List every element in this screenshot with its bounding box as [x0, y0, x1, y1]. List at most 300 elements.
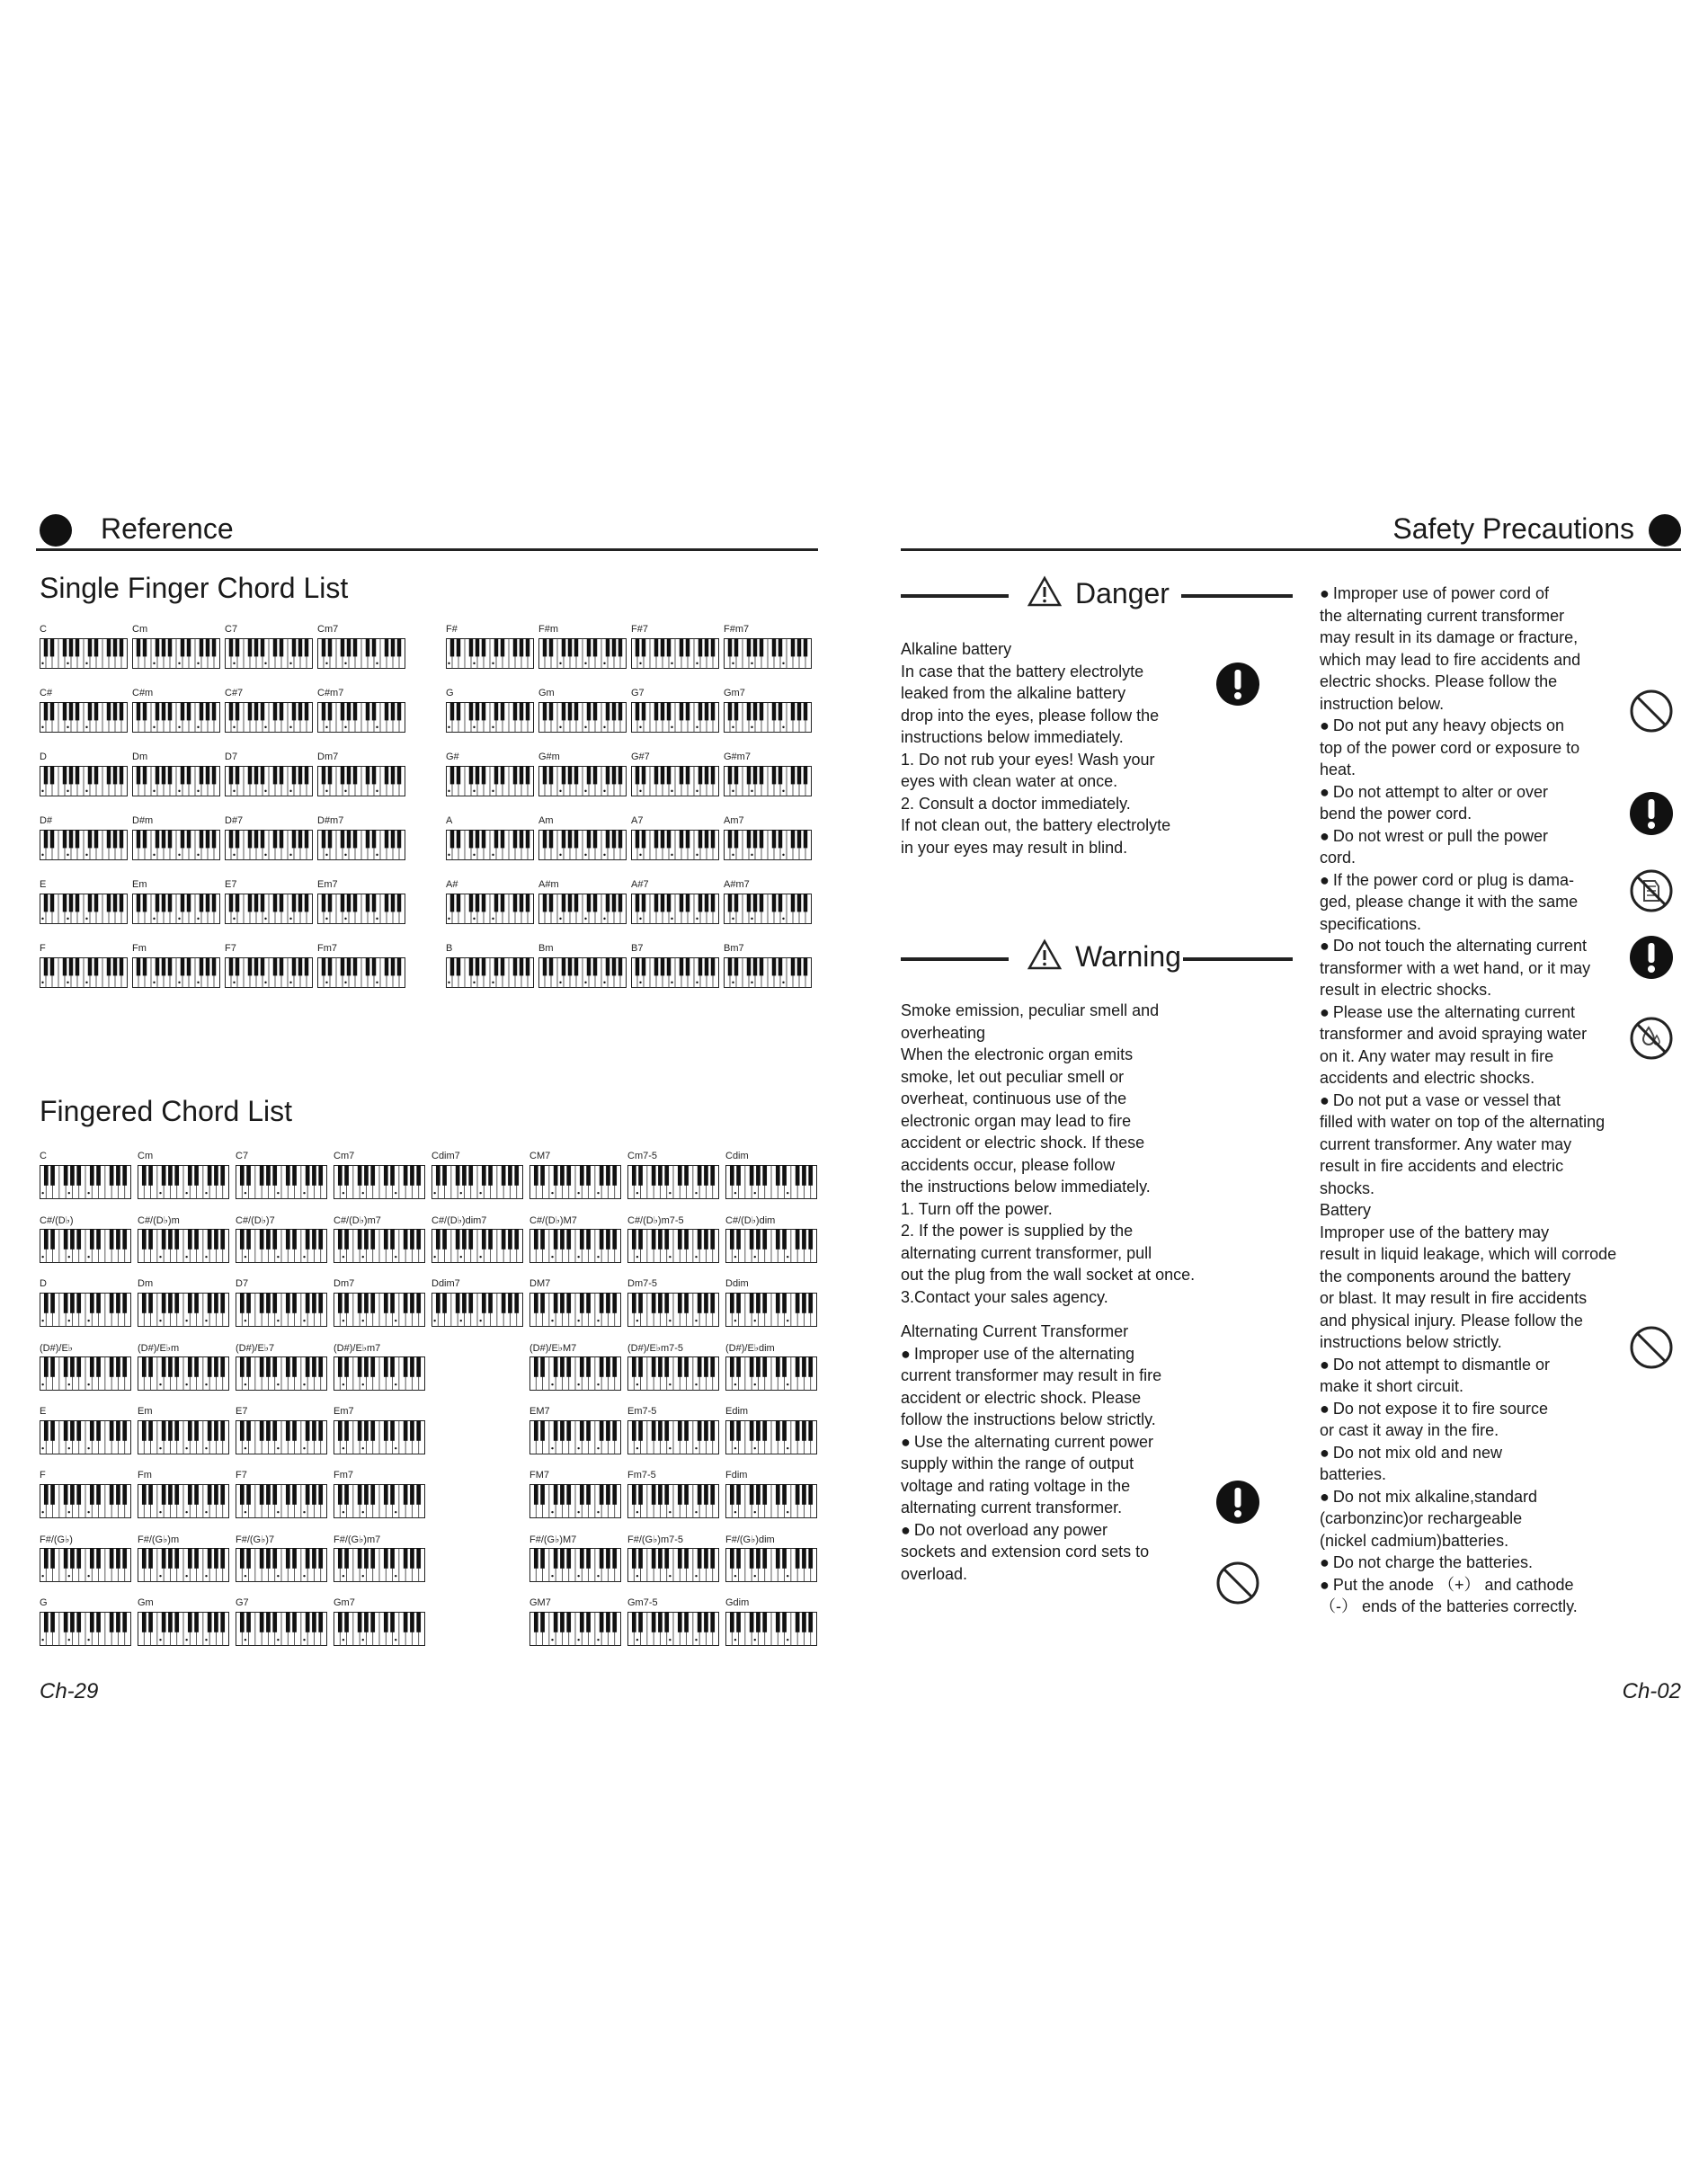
chord-diagram: [334, 1470, 425, 1518]
chord-diagram: [236, 1534, 327, 1582]
header-bullet-icon: [1649, 514, 1681, 547]
keyboard-diagram: [225, 957, 313, 988]
keyboard-diagram: [40, 1612, 131, 1646]
keyboard-diagram: [40, 830, 128, 860]
keyboard-diagram: [40, 1293, 131, 1327]
chord-label: GM7: [529, 1597, 551, 1608]
keyboard-diagram: [132, 957, 220, 988]
text-line: ● Put the anode （+） and cathode: [1320, 1574, 1643, 1596]
text-line: (nickel cadmium)batteries.: [1320, 1531, 1509, 1550]
chord-diagram: [446, 624, 534, 669]
keyboard-diagram: [132, 766, 220, 796]
chord-label: C#/(D♭)dim7: [431, 1215, 487, 1226]
chord-diagram: [236, 1406, 327, 1454]
text-line: drop into the eyes, please follow the: [901, 706, 1160, 725]
chord-label: G#m7: [724, 752, 751, 762]
keyboard-diagram: [725, 1612, 817, 1646]
chord-diagram: [725, 1534, 817, 1582]
chord-label: C#m7: [317, 688, 344, 698]
fingered-chord-grid: [40, 1151, 822, 1654]
keyboard-diagram: [725, 1420, 817, 1454]
no-disassembly-icon: [1629, 868, 1674, 913]
chord-label: FM7: [529, 1470, 549, 1481]
chord-label: (D#)/E♭M7: [529, 1343, 577, 1354]
keyboard-diagram: [334, 1356, 425, 1391]
chord-diagram: [40, 1597, 131, 1646]
warning-triangle-icon: [1027, 938, 1063, 971]
text-line: ● Do not attempt to dismantle or: [1320, 1354, 1643, 1376]
chord-diagram: [40, 624, 128, 669]
chord-diagram: [529, 1534, 621, 1582]
chord-diagram: [236, 1278, 327, 1327]
text-line: ● Do not overload any power: [901, 1519, 1224, 1542]
text-line: instructions below immediately.: [901, 728, 1124, 746]
chord-diagram: [132, 879, 220, 924]
right-page-number: Ch-02: [1622, 1679, 1681, 1703]
chord-label: Em: [132, 879, 147, 890]
keyboard-diagram: [138, 1165, 229, 1199]
keyboard-diagram: [334, 1548, 425, 1582]
chord-label: C#/(D♭)dim: [725, 1215, 776, 1226]
prohibition-icon: [1215, 1561, 1260, 1605]
chord-diagram: [529, 1214, 621, 1263]
text-line: electronic organ may lead to fire: [901, 1111, 1132, 1130]
keyboard-diagram: [236, 1165, 327, 1199]
text-line: alternating current transformer, pull: [901, 1243, 1152, 1262]
chord-label: D#7: [225, 815, 244, 826]
warning-label: Warning: [1075, 940, 1181, 973]
chord-label: Ddim: [725, 1278, 749, 1289]
chord-diagram: [317, 879, 405, 924]
text-line: current transformer may result in fire: [901, 1366, 1162, 1384]
chord-label: Fdim: [725, 1470, 748, 1481]
chord-diagram: [538, 752, 627, 796]
exclamation-icon: [1629, 791, 1674, 836]
chord-label: F: [40, 943, 46, 954]
text-line: Smoke emission, peculiar smell and: [901, 1001, 1160, 1019]
keyboard-diagram: [627, 1165, 719, 1199]
chord-diagram: [529, 1151, 621, 1199]
keyboard-diagram: [529, 1420, 621, 1454]
keyboard-diagram: [132, 894, 220, 924]
keyboard-diagram: [725, 1484, 817, 1518]
chord-diagram: [138, 1470, 229, 1518]
chord-label: Dm7-5: [627, 1278, 658, 1289]
keyboard-diagram: [138, 1612, 229, 1646]
chord-diagram: [627, 1534, 719, 1582]
chord-label: Cm7-5: [627, 1151, 658, 1161]
chord-diagram: [317, 943, 405, 988]
chord-diagram: [225, 688, 313, 733]
text-line: ● Do not charge the batteries.: [1320, 1552, 1643, 1574]
chord-diagram: [529, 1278, 621, 1327]
chord-label: D#m: [132, 815, 154, 826]
chord-diagram: [446, 943, 534, 988]
text-line: result in electric shocks.: [1320, 981, 1492, 999]
chord-label: CM7: [529, 1151, 551, 1161]
keyboard-diagram: [225, 766, 313, 796]
keyboard-diagram: [317, 894, 405, 924]
chord-diagram: [317, 815, 405, 860]
chord-diagram: [40, 943, 128, 988]
chord-label: C#/(D♭)7: [236, 1215, 275, 1226]
danger-heading: [901, 575, 1293, 615]
keyboard-diagram: [40, 702, 128, 733]
text-line: cord.: [1320, 849, 1357, 867]
chord-label: Am: [538, 815, 554, 826]
no-water-icon: [1629, 1016, 1674, 1061]
keyboard-diagram: [334, 1612, 425, 1646]
keyboard-diagram: [631, 702, 719, 733]
text-line: ● Do not put any heavy objects on: [1320, 715, 1643, 737]
chord-diagram: [724, 815, 812, 860]
text-line: overheating: [901, 1023, 986, 1042]
keyboard-diagram: [236, 1293, 327, 1327]
keyboard-diagram: [138, 1293, 229, 1327]
chord-diagram: [627, 1406, 719, 1454]
chord-label: Gm7-5: [627, 1597, 658, 1608]
chord-diagram: [236, 1342, 327, 1391]
keyboard-diagram: [627, 1548, 719, 1582]
chord-diagram: [725, 1151, 817, 1199]
keyboard-diagram: [627, 1612, 719, 1646]
chord-label: D#m7: [317, 815, 344, 826]
chord-diagram: [627, 1214, 719, 1263]
chord-diagram: [334, 1597, 425, 1646]
chord-diagram: [40, 752, 128, 796]
text-line: ● Please use the alternating current: [1320, 1001, 1643, 1024]
chord-label: F#/(G♭)M7: [529, 1534, 577, 1545]
text-line: the instructions below immediately.: [901, 1178, 1151, 1196]
chord-label: C#m: [132, 688, 154, 698]
chord-label: A#7: [631, 879, 649, 890]
chord-label: E7: [225, 879, 237, 890]
chord-diagram: [138, 1278, 229, 1327]
chord-label: C#7: [225, 688, 244, 698]
keyboard-diagram: [40, 1165, 131, 1199]
keyboard-diagram: [725, 1548, 817, 1582]
header-rule: [36, 548, 818, 551]
chord-label: F#m: [538, 624, 558, 635]
chord-diagram: [40, 1278, 131, 1327]
chord-label: Dm7: [317, 752, 339, 762]
keyboard-diagram: [529, 1293, 621, 1327]
chord-label: C7: [225, 624, 238, 635]
keyboard-diagram: [40, 1420, 131, 1454]
chord-diagram: [529, 1470, 621, 1518]
keyboard-diagram: [627, 1293, 719, 1327]
keyboard-diagram: [627, 1229, 719, 1263]
keyboard-diagram: [225, 638, 313, 669]
chord-label: G#7: [631, 752, 650, 762]
text-line: ● Do not mix old and new: [1320, 1442, 1643, 1464]
chord-diagram: [40, 1534, 131, 1582]
chord-diagram: [631, 688, 719, 733]
exclamation-icon: [1215, 662, 1260, 707]
chord-diagram: [138, 1342, 229, 1391]
keyboard-diagram: [334, 1484, 425, 1518]
text-line: supply within the range of output: [901, 1454, 1134, 1472]
chord-label: F#/(G♭)m7: [334, 1534, 381, 1545]
chord-diagram: [724, 943, 812, 988]
keyboard-diagram: [132, 702, 220, 733]
heading-rule: [1181, 594, 1293, 598]
text-line: [901, 1308, 1224, 1321]
chord-label: Fm7-5: [627, 1470, 656, 1481]
chord-label: C: [40, 624, 47, 635]
keyboard-diagram: [446, 638, 534, 669]
single-finger-title: Single Finger Chord List: [40, 572, 349, 604]
keyboard-diagram: [317, 702, 405, 733]
keyboard-diagram: [317, 766, 405, 796]
chord-diagram: [40, 1342, 131, 1391]
chord-diagram: [725, 1214, 817, 1263]
keyboard-diagram: [631, 766, 719, 796]
keyboard-diagram: [724, 702, 812, 733]
chord-diagram: [725, 1406, 817, 1454]
text-line: When the electronic organ emits: [901, 1045, 1134, 1063]
text-line: batteries.: [1320, 1465, 1387, 1483]
chord-label: C#/(D♭): [40, 1215, 74, 1226]
chord-label: F7: [236, 1470, 247, 1481]
text-line: or blast. It may result in fire accidents: [1320, 1289, 1588, 1307]
keyboard-diagram: [236, 1356, 327, 1391]
left-page-number: Ch-29: [40, 1679, 99, 1703]
keyboard-diagram: [724, 766, 812, 796]
keyboard-diagram: [40, 1229, 131, 1263]
keyboard-diagram: [538, 894, 627, 924]
danger-label: Danger: [1075, 577, 1170, 609]
text-line: shocks.: [1320, 1178, 1375, 1197]
chord-label: G7: [236, 1597, 249, 1608]
chord-diagram: [724, 879, 812, 924]
chord-diagram: [138, 1406, 229, 1454]
keyboard-diagram: [236, 1229, 327, 1263]
chord-diagram: [431, 1278, 523, 1327]
text-line: （-） ends of the batteries correctly.: [1320, 1597, 1578, 1615]
chord-diagram: [40, 879, 128, 924]
text-line: Alkaline battery: [901, 640, 1012, 658]
chord-label: Dm: [138, 1278, 154, 1289]
chord-diagram: [236, 1151, 327, 1199]
text-line: instruction below.: [1320, 694, 1445, 713]
chord-diagram: [446, 688, 534, 733]
chord-label: (D#)/E♭m: [138, 1343, 180, 1354]
keyboard-diagram: [317, 638, 405, 669]
text-line: accident or electric shock. Please: [901, 1388, 1142, 1407]
chord-label: D7: [225, 752, 238, 762]
chord-diagram: [40, 1470, 131, 1518]
keyboard-diagram: [529, 1548, 621, 1582]
keyboard-diagram: [225, 702, 313, 733]
warning-triangle-icon: [1027, 575, 1063, 608]
chord-diagram: [538, 879, 627, 924]
text-line: ged, please change it with the same: [1320, 893, 1579, 911]
text-line: accidents occur, please follow: [901, 1155, 1116, 1174]
chord-label: G7: [631, 688, 645, 698]
chord-label: A7: [631, 815, 644, 826]
text-line: Alternating Current Transformer: [901, 1322, 1129, 1340]
chord-label: Cm: [132, 624, 148, 635]
keyboard-diagram: [538, 830, 627, 860]
chord-diagram: [225, 815, 313, 860]
warning-heading: [901, 938, 1293, 978]
chord-diagram: [138, 1214, 229, 1263]
chord-label: G#m: [538, 752, 560, 762]
chord-diagram: [724, 752, 812, 796]
chord-label: Bm7: [724, 943, 744, 954]
chord-diagram: [627, 1342, 719, 1391]
chord-label: C: [40, 1151, 47, 1161]
chord-label: G: [40, 1597, 48, 1608]
chord-diagram: [725, 1342, 817, 1391]
chord-label: A: [446, 815, 453, 826]
text-line: make it short circuit.: [1320, 1377, 1464, 1395]
chord-label: EM7: [529, 1406, 550, 1417]
text-line: ● Do not attempt to alter or over: [1320, 781, 1643, 804]
keyboard-diagram: [724, 894, 812, 924]
keyboard-diagram: [627, 1420, 719, 1454]
text-line: ● Do not expose it to fire source: [1320, 1398, 1643, 1420]
text-line: electric shocks. Please follow the: [1320, 672, 1558, 690]
chord-label: Cm7: [317, 624, 339, 635]
chord-label: Gm: [138, 1597, 154, 1608]
text-line: and physical injury. Please follow the: [1320, 1311, 1583, 1330]
prohibition-icon: [1629, 689, 1674, 734]
left-page-header: [36, 511, 818, 550]
chord-label: E: [40, 1406, 47, 1417]
heading-rule: [901, 957, 1009, 961]
keyboard-diagram: [538, 766, 627, 796]
keyboard-diagram: [236, 1612, 327, 1646]
keyboard-diagram: [529, 1229, 621, 1263]
chord-label: F#/(G♭)7: [236, 1534, 275, 1545]
text-line: on it. Any water may result in fire: [1320, 1046, 1554, 1065]
chord-label: C#/(D♭)m7-5: [627, 1215, 684, 1226]
chord-diagram: [627, 1470, 719, 1518]
text-line: filled with water on top of the alternating: [1320, 1113, 1606, 1131]
keyboard-diagram: [538, 638, 627, 669]
chord-diagram: [334, 1214, 425, 1263]
chord-label: Edim: [725, 1406, 749, 1417]
chord-label: Am7: [724, 815, 744, 826]
chord-diagram: [40, 815, 128, 860]
text-line: alternating current transformer.: [901, 1499, 1123, 1516]
keyboard-diagram: [40, 1548, 131, 1582]
keyboard-diagram: [40, 766, 128, 796]
chord-diagram: [40, 688, 128, 733]
header-rule: [901, 548, 1681, 551]
chord-label: Gm7: [724, 688, 745, 698]
chord-label: F#/(G♭)m: [138, 1534, 180, 1545]
text-line: heat.: [1320, 760, 1357, 778]
keyboard-diagram: [446, 766, 534, 796]
chord-diagram: [725, 1597, 817, 1646]
exclamation-icon: [1629, 935, 1674, 980]
chord-label: E7: [236, 1406, 248, 1417]
keyboard-diagram: [627, 1484, 719, 1518]
chord-label: (D#)/E♭: [40, 1343, 73, 1354]
keyboard-diagram: [725, 1229, 817, 1263]
chord-label: Fm7: [317, 943, 337, 954]
chord-label: F#/(G♭)dim: [725, 1534, 775, 1545]
chord-label: Cm7: [334, 1151, 355, 1161]
chord-label: Dm7: [334, 1278, 355, 1289]
chord-diagram: [225, 879, 313, 924]
text-line: ● Use the alternating current power: [901, 1431, 1224, 1454]
danger-text: [901, 638, 1206, 858]
keyboard-diagram: [538, 957, 627, 988]
chord-diagram: [334, 1406, 425, 1454]
text-line: overheat, continuous use of the: [901, 1090, 1127, 1107]
chord-label: G: [446, 688, 454, 698]
keyboard-diagram: [334, 1293, 425, 1327]
chord-label: Gm7: [334, 1597, 355, 1608]
warning-text: [901, 1000, 1224, 1585]
chord-diagram: [446, 815, 534, 860]
heading-rule: [901, 594, 1009, 598]
chord-diagram: [138, 1534, 229, 1582]
chord-label: A#m7: [724, 879, 750, 890]
chord-diagram: [317, 688, 405, 733]
prohibition-icon: [1629, 1325, 1674, 1370]
chord-diagram: [40, 1406, 131, 1454]
chord-diagram: [40, 1151, 131, 1199]
chord-diagram: [631, 752, 719, 796]
keyboard-diagram: [724, 638, 812, 669]
chord-diagram: [236, 1597, 327, 1646]
chord-label: (D#)/E♭7: [236, 1343, 275, 1354]
text-line: If not clean out, the battery electrolyte: [901, 816, 1171, 834]
keyboard-diagram: [538, 702, 627, 733]
chord-label: C#: [40, 688, 53, 698]
text-line: the components around the battery: [1320, 1267, 1571, 1285]
text-line: sockets and extension cord sets to: [901, 1543, 1150, 1561]
keyboard-diagram: [334, 1229, 425, 1263]
chord-diagram: [334, 1151, 425, 1199]
chord-label: F#7: [631, 624, 648, 635]
keyboard-diagram: [132, 638, 220, 669]
chord-label: C#/(D♭)m7: [334, 1215, 381, 1226]
chord-diagram: [725, 1278, 817, 1327]
chord-label: E: [40, 879, 47, 890]
keyboard-diagram: [631, 830, 719, 860]
text-line: 2. If the power is supplied by the: [901, 1222, 1134, 1240]
chord-diagram: [538, 815, 627, 860]
text-line: top of the power cord or exposure to: [1320, 738, 1580, 757]
chord-diagram: [236, 1470, 327, 1518]
text-line: ● Do not put a vase or vessel that: [1320, 1090, 1643, 1112]
text-line: ● If the power cord or plug is dama-: [1320, 869, 1643, 892]
chord-diagram: [138, 1597, 229, 1646]
chord-label: F7: [225, 943, 236, 954]
chord-diagram: [225, 943, 313, 988]
chord-label: B: [446, 943, 453, 954]
text-line: ● Do not wrest or pull the power: [1320, 825, 1643, 848]
chord-label: DM7: [529, 1278, 551, 1289]
text-line: ● Do not touch the alternating current: [1320, 935, 1643, 957]
text-line: current transformer. Any water may: [1320, 1134, 1572, 1153]
chord-label: F#m7: [724, 624, 750, 635]
chord-diagram: [538, 688, 627, 733]
chord-label: D: [40, 752, 47, 762]
chord-label: Em7-5: [627, 1406, 657, 1417]
chord-diagram: [317, 752, 405, 796]
text-line: 3.Contact your sales agency.: [901, 1287, 1108, 1306]
keyboard-diagram: [40, 894, 128, 924]
keyboard-diagram: [138, 1420, 229, 1454]
text-line: (carbonzinc)or rechargeable: [1320, 1509, 1523, 1527]
